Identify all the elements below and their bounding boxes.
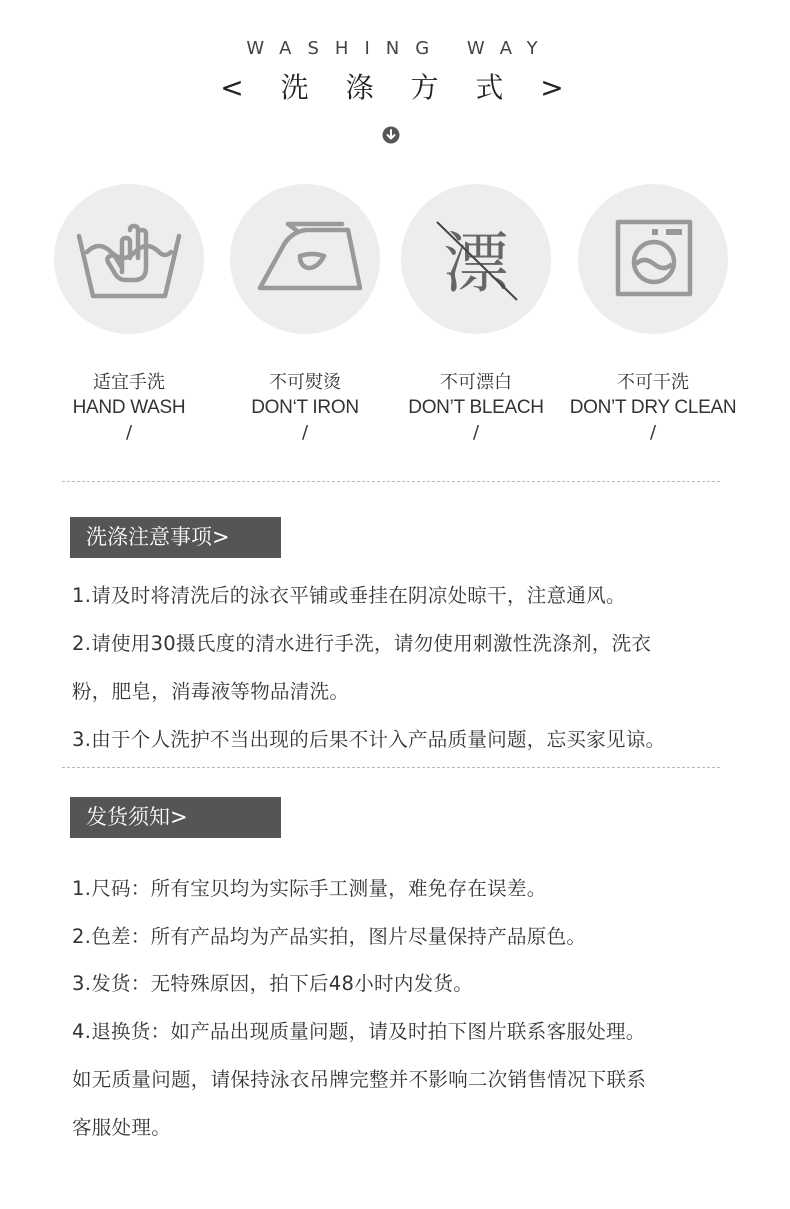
arrow-down-circle-icon: [382, 126, 400, 144]
care-label-cn: 不可熨烫: [269, 372, 341, 393]
shipping-note-line: 2.色差：所有产品均为产品实拍，图片尽量保持产品原色。: [72, 925, 587, 948]
care-label: [219, 370, 391, 445]
divider: [62, 767, 720, 768]
hand-wash-icon: [54, 184, 204, 334]
washing-note-line: 2.请使用30摄氏度的清水进行手洗，请勿使用刺激性洗涤剂，洗衣: [72, 632, 652, 655]
care-label: [390, 370, 562, 445]
care-item-no-bleach: [390, 184, 562, 443]
bleach-glyph: 漂: [443, 225, 509, 302]
divider: [62, 481, 720, 482]
care-label-en: DON‘T IRON: [251, 397, 359, 418]
no-bleach-icon: [401, 184, 551, 334]
washing-note-line: 3.由于个人洗护不当出现的后果不计入产品质量问题，忘买家见谅。: [72, 728, 666, 751]
header-title-cn: < 洗 涤 方 式 >: [220, 71, 578, 104]
shipping-notes-title: 发货须知>: [70, 797, 281, 838]
shipping-note-line: 客服处理。: [72, 1116, 172, 1139]
care-label-cn: 不可漂白: [440, 372, 512, 393]
care-label-en: DON’T DRY CLEAN: [569, 397, 737, 418]
care-label-en: HAND WASH: [72, 397, 186, 418]
care-label: [43, 370, 215, 445]
care-circle: [54, 184, 204, 334]
care-label: [567, 370, 739, 445]
care-circle: [401, 184, 551, 334]
shipping-note-line: 3.发货：无特殊原因，拍下后48小时内发货。: [72, 972, 474, 995]
shipping-note-line: 1.尺码：所有宝贝均为实际手工测量，难免存在误差。: [72, 877, 547, 900]
care-label-sep: /: [472, 422, 480, 443]
washing-note-line: 粉，肥皂，消毒液等物品清洗。: [72, 680, 350, 703]
care-item-no-iron: [219, 184, 391, 443]
washing-note-line: 1.请及时将清洗后的泳衣平铺或垂挂在阴凉处晾干，注意通风。: [72, 584, 626, 607]
care-label-cn: 适宜手洗: [93, 372, 165, 393]
header-title-en: WASHING WAY: [246, 38, 554, 59]
shipping-note-line: 4.退换货：如产品出现质量问题，请及时拍下图片联系客服处理。: [72, 1020, 646, 1043]
care-item-hand-wash: [43, 184, 215, 443]
no-iron-icon: [230, 184, 380, 334]
care-label-en: DON’T BLEACH: [408, 397, 544, 418]
shipping-note-line: 如无质量问题，请保持泳衣吊牌完整并不影响二次销售情况下联系: [72, 1068, 647, 1091]
care-circle: [230, 184, 380, 334]
care-label-sep: /: [125, 422, 133, 443]
care-circle: [578, 184, 728, 334]
no-dry-clean-icon: [578, 184, 728, 334]
care-label-cn: 不可干洗: [617, 372, 689, 393]
washing-notes-title: 洗涤注意事项>: [70, 517, 281, 558]
care-label-sep: /: [301, 422, 309, 443]
care-item-no-dry-clean: [567, 184, 739, 443]
care-label-sep: /: [649, 422, 657, 443]
